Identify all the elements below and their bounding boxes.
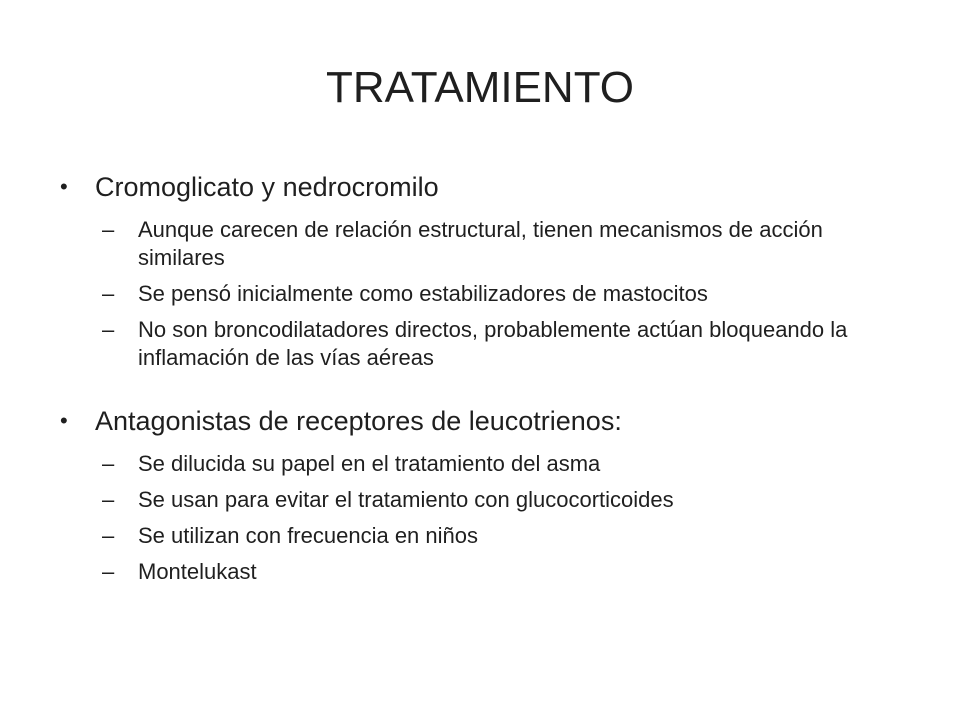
bullet-item [60, 166, 910, 208]
dash-icon: – [102, 451, 115, 476]
sub-item-text: Se utilizan con frecuencia en niños [138, 523, 478, 548]
sub-item [60, 316, 910, 372]
sub-item [60, 522, 910, 550]
sub-list [60, 216, 910, 372]
bullet-item [60, 400, 910, 442]
dash-icon: – [102, 559, 115, 584]
slide-content [60, 166, 910, 586]
sub-item [60, 486, 910, 514]
sub-item-text: No son broncodilatadores directos, probablemente actúan bloqueando la inflamación de las vías aéreas [138, 317, 848, 370]
sub-item-text: Se usan para evitar el tratamiento con glucocorticoides [138, 487, 674, 512]
sub-item-text: Se dilucida su papel en el tratamiento del asma [138, 451, 601, 476]
sub-item-text: Aunque carecen de relación estructural, tienen mecanismos de acción similares [138, 217, 823, 270]
sub-item [60, 558, 910, 586]
dash-icon: – [102, 281, 115, 306]
dash-icon: – [102, 317, 115, 342]
bullet-group [60, 400, 910, 586]
bullet-group [60, 166, 910, 372]
dash-icon: – [102, 217, 115, 242]
sub-item [60, 216, 910, 272]
dash-icon: – [102, 487, 115, 512]
dash-icon: – [102, 523, 115, 548]
slide-title: TRATAMIENTO [326, 63, 634, 112]
sub-item [60, 280, 910, 308]
sub-list [60, 450, 910, 586]
bullet-text: Cromoglicato y nedrocromilo [95, 172, 439, 202]
bullet-dot-icon: • [60, 174, 68, 199]
bullet-dot-icon: • [60, 408, 68, 433]
sub-item [60, 450, 910, 478]
sub-item-text: Se pensó inicialmente como estabilizadores de mastocitos [138, 281, 708, 306]
sub-item-text: Montelukast [138, 559, 257, 584]
bullet-text: Antagonistas de receptores de leucotrienos: [95, 406, 622, 436]
